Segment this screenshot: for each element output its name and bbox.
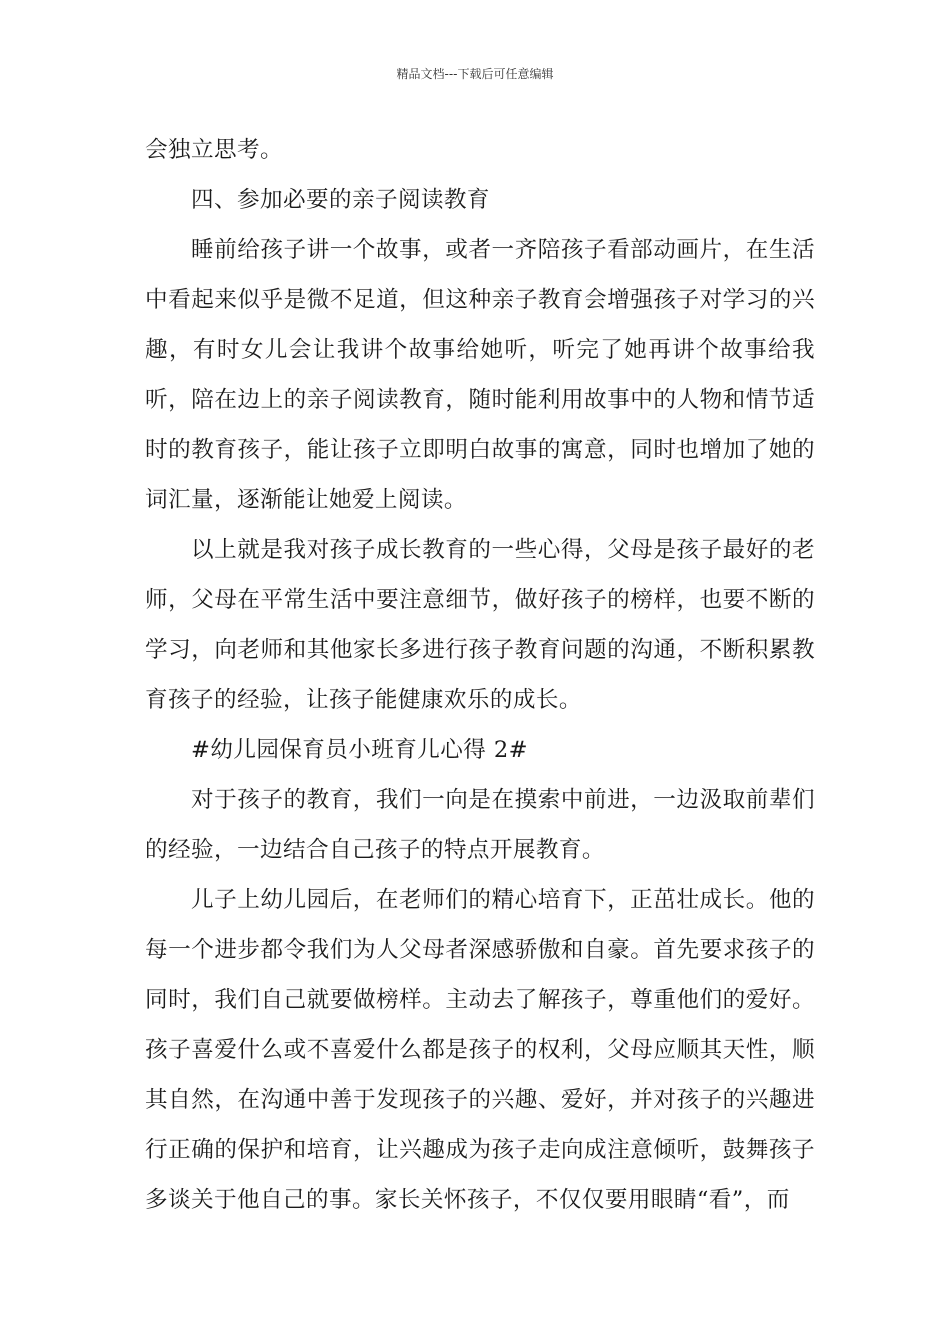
section-heading: 四、参加必要的亲子阅读教育 bbox=[191, 187, 490, 213]
paragraph: 儿子上幼儿园后，在老师们的精心培育下，正茁壮成长。他的每一个进步都令我们为人父母者深感骄傲和自豪。首先要求孩子的同时，我们自己就要做榜样。主动去了解孩子，尊重他们的爱好。孩子喜爱什么或不喜爱什么都是孩子的权利，父母应顺其天性，顺其自然，在沟通中善于发现孩子的兴趣、爱好，并对孩子的兴趣进行正确的保护和培育，让兴趣成为孩子走向成注意倾听，鼓舞孩子多谈关于他自己的事。家长关怀孩子，不仅仅要用眼睛“看”，而 bbox=[145, 887, 815, 1213]
document-body bbox=[145, 125, 815, 1225]
paragraph: 以上就是我对孩子成长教育的一些心得，父母是孩子最好的老师，父母在平常生活中要注意细节，做好孩子的榜样，也要不断的学习，向老师和其他家长多进行孩子教育问题的沟通，不断积累教育孩子的经验，让孩子能健康欢乐的成长。 bbox=[145, 537, 815, 713]
paragraph: 对于孩子的教育，我们一向是在摸索中前进，一边汲取前辈们的经验，一边结合自己孩子的特点开展教育。 bbox=[145, 787, 815, 863]
page-header: 精品文档---下载后可任意编辑 bbox=[396, 67, 554, 81]
paragraph: 会独立思考。 bbox=[145, 137, 283, 163]
paragraph: 睡前给孩子讲一个故事，或者一齐陪孩子看部动画片，在生活中看起来似乎是微不足道，但这种亲子教育会增强孩子对学习的兴趣，有时女儿会让我讲个故事给她听，听完了她再讲个故事给我听，陪在边上的亲子阅读教育，随时能利用故事中的人物和情节适时的教育孩子，能让孩子立即明白故事的寓意，同时也增加了她的词汇量，逐渐能让她爱上阅读。 bbox=[145, 237, 815, 513]
section-heading: #幼儿园保育员小班育儿心得 2# bbox=[191, 737, 528, 763]
